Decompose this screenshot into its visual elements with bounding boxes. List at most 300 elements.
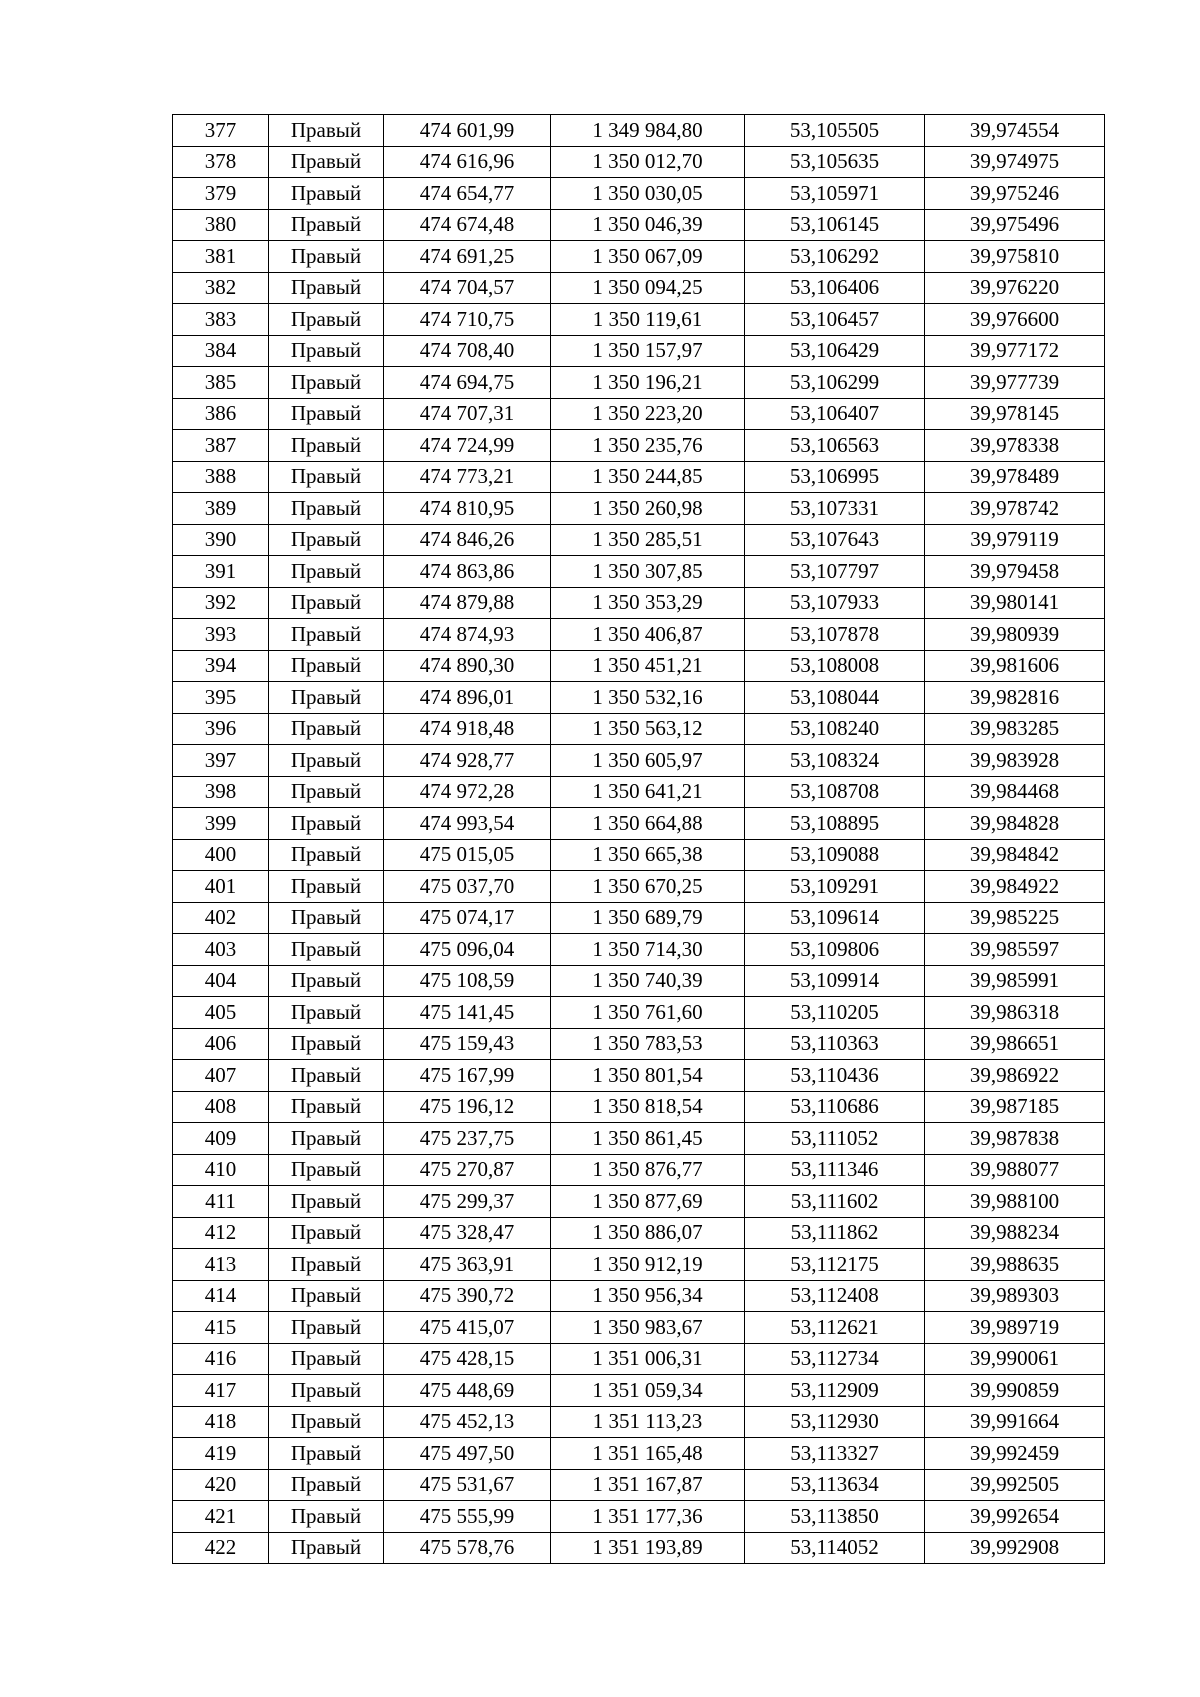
longitude-cell: 39,983928 bbox=[925, 745, 1105, 777]
latitude-cell: 53,106145 bbox=[745, 209, 925, 241]
latitude-cell: 53,109291 bbox=[745, 871, 925, 903]
longitude-cell: 39,979119 bbox=[925, 524, 1105, 556]
longitude-cell: 39,976600 bbox=[925, 304, 1105, 336]
bank-side-cell: Правый bbox=[269, 1469, 384, 1501]
latitude-cell: 53,111052 bbox=[745, 1123, 925, 1155]
longitude-cell: 39,992505 bbox=[925, 1469, 1105, 1501]
longitude-cell: 39,976220 bbox=[925, 272, 1105, 304]
x-coordinate-cell: 474 879,88 bbox=[384, 587, 551, 619]
longitude-cell: 39,989303 bbox=[925, 1280, 1105, 1312]
y-coordinate-cell: 1 350 689,79 bbox=[551, 902, 745, 934]
point-number-cell: 410 bbox=[173, 1154, 269, 1186]
x-coordinate-cell: 475 237,75 bbox=[384, 1123, 551, 1155]
point-number-cell: 395 bbox=[173, 682, 269, 714]
point-number-cell: 382 bbox=[173, 272, 269, 304]
table-row bbox=[173, 682, 1105, 714]
table-row bbox=[173, 272, 1105, 304]
latitude-cell: 53,105971 bbox=[745, 178, 925, 210]
longitude-cell: 39,986318 bbox=[925, 997, 1105, 1029]
bank-side-cell: Правый bbox=[269, 1060, 384, 1092]
latitude-cell: 53,110363 bbox=[745, 1028, 925, 1060]
x-coordinate-cell: 474 601,99 bbox=[384, 115, 551, 147]
x-coordinate-cell: 475 452,13 bbox=[384, 1406, 551, 1438]
point-number-cell: 399 bbox=[173, 808, 269, 840]
longitude-cell: 39,990061 bbox=[925, 1343, 1105, 1375]
table-row bbox=[173, 1060, 1105, 1092]
table-row bbox=[173, 1406, 1105, 1438]
bank-side-cell: Правый bbox=[269, 1154, 384, 1186]
bank-side-cell: Правый bbox=[269, 1375, 384, 1407]
y-coordinate-cell: 1 350 260,98 bbox=[551, 493, 745, 525]
y-coordinate-cell: 1 350 983,67 bbox=[551, 1312, 745, 1344]
y-coordinate-cell: 1 350 353,29 bbox=[551, 587, 745, 619]
latitude-cell: 53,112408 bbox=[745, 1280, 925, 1312]
point-number-cell: 406 bbox=[173, 1028, 269, 1060]
latitude-cell: 53,110205 bbox=[745, 997, 925, 1029]
table-row bbox=[173, 209, 1105, 241]
table-row bbox=[173, 619, 1105, 651]
table-row bbox=[173, 430, 1105, 462]
latitude-cell: 53,109614 bbox=[745, 902, 925, 934]
bank-side-cell: Правый bbox=[269, 934, 384, 966]
longitude-cell: 39,991664 bbox=[925, 1406, 1105, 1438]
latitude-cell: 53,106429 bbox=[745, 335, 925, 367]
latitude-cell: 53,106995 bbox=[745, 461, 925, 493]
y-coordinate-cell: 1 350 605,97 bbox=[551, 745, 745, 777]
longitude-cell: 39,987185 bbox=[925, 1091, 1105, 1123]
y-coordinate-cell: 1 350 067,09 bbox=[551, 241, 745, 273]
point-number-cell: 386 bbox=[173, 398, 269, 430]
y-coordinate-cell: 1 350 641,21 bbox=[551, 776, 745, 808]
bank-side-cell: Правый bbox=[269, 587, 384, 619]
bank-side-cell: Правый bbox=[269, 1186, 384, 1218]
latitude-cell: 53,109806 bbox=[745, 934, 925, 966]
y-coordinate-cell: 1 350 740,39 bbox=[551, 965, 745, 997]
longitude-cell: 39,982816 bbox=[925, 682, 1105, 714]
longitude-cell: 39,983285 bbox=[925, 713, 1105, 745]
latitude-cell: 53,112734 bbox=[745, 1343, 925, 1375]
table-row bbox=[173, 650, 1105, 682]
y-coordinate-cell: 1 351 193,89 bbox=[551, 1532, 745, 1564]
x-coordinate-cell: 474 616,96 bbox=[384, 146, 551, 178]
longitude-cell: 39,977172 bbox=[925, 335, 1105, 367]
latitude-cell: 53,108044 bbox=[745, 682, 925, 714]
bank-side-cell: Правый bbox=[269, 902, 384, 934]
point-number-cell: 380 bbox=[173, 209, 269, 241]
table-row bbox=[173, 1343, 1105, 1375]
longitude-cell: 39,988100 bbox=[925, 1186, 1105, 1218]
longitude-cell: 39,984922 bbox=[925, 871, 1105, 903]
table-row bbox=[173, 1438, 1105, 1470]
longitude-cell: 39,989719 bbox=[925, 1312, 1105, 1344]
x-coordinate-cell: 474 918,48 bbox=[384, 713, 551, 745]
point-number-cell: 377 bbox=[173, 115, 269, 147]
table-row bbox=[173, 1123, 1105, 1155]
y-coordinate-cell: 1 350 761,60 bbox=[551, 997, 745, 1029]
point-number-cell: 416 bbox=[173, 1343, 269, 1375]
latitude-cell: 53,114052 bbox=[745, 1532, 925, 1564]
table-row bbox=[173, 493, 1105, 525]
x-coordinate-cell: 474 674,48 bbox=[384, 209, 551, 241]
bank-side-cell: Правый bbox=[269, 146, 384, 178]
bank-side-cell: Правый bbox=[269, 493, 384, 525]
bank-side-cell: Правый bbox=[269, 871, 384, 903]
x-coordinate-cell: 474 993,54 bbox=[384, 808, 551, 840]
table-row bbox=[173, 1249, 1105, 1281]
point-number-cell: 398 bbox=[173, 776, 269, 808]
x-coordinate-cell: 474 691,25 bbox=[384, 241, 551, 273]
x-coordinate-cell: 475 531,67 bbox=[384, 1469, 551, 1501]
point-number-cell: 413 bbox=[173, 1249, 269, 1281]
point-number-cell: 412 bbox=[173, 1217, 269, 1249]
bank-side-cell: Правый bbox=[269, 776, 384, 808]
latitude-cell: 53,110686 bbox=[745, 1091, 925, 1123]
bank-side-cell: Правый bbox=[269, 115, 384, 147]
bank-side-cell: Правый bbox=[269, 335, 384, 367]
latitude-cell: 53,108895 bbox=[745, 808, 925, 840]
table-row bbox=[173, 934, 1105, 966]
latitude-cell: 53,112621 bbox=[745, 1312, 925, 1344]
point-number-cell: 402 bbox=[173, 902, 269, 934]
bank-side-cell: Правый bbox=[269, 1249, 384, 1281]
table-row bbox=[173, 1280, 1105, 1312]
bank-side-cell: Правый bbox=[269, 997, 384, 1029]
bank-side-cell: Правый bbox=[269, 650, 384, 682]
point-number-cell: 387 bbox=[173, 430, 269, 462]
latitude-cell: 53,108708 bbox=[745, 776, 925, 808]
table-row bbox=[173, 1154, 1105, 1186]
point-number-cell: 422 bbox=[173, 1532, 269, 1564]
table-row bbox=[173, 524, 1105, 556]
x-coordinate-cell: 475 390,72 bbox=[384, 1280, 551, 1312]
table-row bbox=[173, 556, 1105, 588]
table-row bbox=[173, 241, 1105, 273]
point-number-cell: 407 bbox=[173, 1060, 269, 1092]
x-coordinate-cell: 474 863,86 bbox=[384, 556, 551, 588]
point-number-cell: 409 bbox=[173, 1123, 269, 1155]
x-coordinate-cell: 475 415,07 bbox=[384, 1312, 551, 1344]
latitude-cell: 53,105635 bbox=[745, 146, 925, 178]
point-number-cell: 379 bbox=[173, 178, 269, 210]
y-coordinate-cell: 1 350 406,87 bbox=[551, 619, 745, 651]
x-coordinate-cell: 474 928,77 bbox=[384, 745, 551, 777]
y-coordinate-cell: 1 350 157,97 bbox=[551, 335, 745, 367]
bank-side-cell: Правый bbox=[269, 1123, 384, 1155]
table-row bbox=[173, 997, 1105, 1029]
latitude-cell: 53,107643 bbox=[745, 524, 925, 556]
latitude-cell: 53,113634 bbox=[745, 1469, 925, 1501]
longitude-cell: 39,988234 bbox=[925, 1217, 1105, 1249]
y-coordinate-cell: 1 350 563,12 bbox=[551, 713, 745, 745]
table-row bbox=[173, 398, 1105, 430]
y-coordinate-cell: 1 350 664,88 bbox=[551, 808, 745, 840]
y-coordinate-cell: 1 350 714,30 bbox=[551, 934, 745, 966]
y-coordinate-cell: 1 350 223,20 bbox=[551, 398, 745, 430]
latitude-cell: 53,113327 bbox=[745, 1438, 925, 1470]
latitude-cell: 53,107797 bbox=[745, 556, 925, 588]
y-coordinate-cell: 1 350 818,54 bbox=[551, 1091, 745, 1123]
longitude-cell: 39,975810 bbox=[925, 241, 1105, 273]
longitude-cell: 39,979458 bbox=[925, 556, 1105, 588]
y-coordinate-cell: 1 350 876,77 bbox=[551, 1154, 745, 1186]
y-coordinate-cell: 1 350 886,07 bbox=[551, 1217, 745, 1249]
y-coordinate-cell: 1 350 912,19 bbox=[551, 1249, 745, 1281]
latitude-cell: 53,109914 bbox=[745, 965, 925, 997]
table-row bbox=[173, 965, 1105, 997]
longitude-cell: 39,978489 bbox=[925, 461, 1105, 493]
y-coordinate-cell: 1 350 801,54 bbox=[551, 1060, 745, 1092]
bank-side-cell: Правый bbox=[269, 209, 384, 241]
x-coordinate-cell: 475 108,59 bbox=[384, 965, 551, 997]
x-coordinate-cell: 474 846,26 bbox=[384, 524, 551, 556]
y-coordinate-cell: 1 350 012,70 bbox=[551, 146, 745, 178]
point-number-cell: 378 bbox=[173, 146, 269, 178]
latitude-cell: 53,111346 bbox=[745, 1154, 925, 1186]
point-number-cell: 421 bbox=[173, 1501, 269, 1533]
bank-side-cell: Правый bbox=[269, 619, 384, 651]
y-coordinate-cell: 1 351 167,87 bbox=[551, 1469, 745, 1501]
y-coordinate-cell: 1 350 119,61 bbox=[551, 304, 745, 336]
y-coordinate-cell: 1 349 984,80 bbox=[551, 115, 745, 147]
y-coordinate-cell: 1 351 059,34 bbox=[551, 1375, 745, 1407]
point-number-cell: 419 bbox=[173, 1438, 269, 1470]
latitude-cell: 53,111602 bbox=[745, 1186, 925, 1218]
longitude-cell: 39,992908 bbox=[925, 1532, 1105, 1564]
table-row bbox=[173, 839, 1105, 871]
bank-side-cell: Правый bbox=[269, 1280, 384, 1312]
x-coordinate-cell: 474 972,28 bbox=[384, 776, 551, 808]
point-number-cell: 388 bbox=[173, 461, 269, 493]
latitude-cell: 53,108324 bbox=[745, 745, 925, 777]
longitude-cell: 39,978145 bbox=[925, 398, 1105, 430]
point-number-cell: 396 bbox=[173, 713, 269, 745]
y-coordinate-cell: 1 351 165,48 bbox=[551, 1438, 745, 1470]
latitude-cell: 53,110436 bbox=[745, 1060, 925, 1092]
table-row bbox=[173, 808, 1105, 840]
latitude-cell: 53,106563 bbox=[745, 430, 925, 462]
y-coordinate-cell: 1 351 113,23 bbox=[551, 1406, 745, 1438]
coordinates-table-body bbox=[173, 115, 1105, 1564]
y-coordinate-cell: 1 351 006,31 bbox=[551, 1343, 745, 1375]
longitude-cell: 39,978742 bbox=[925, 493, 1105, 525]
point-number-cell: 417 bbox=[173, 1375, 269, 1407]
bank-side-cell: Правый bbox=[269, 1028, 384, 1060]
x-coordinate-cell: 474 710,75 bbox=[384, 304, 551, 336]
bank-side-cell: Правый bbox=[269, 808, 384, 840]
x-coordinate-cell: 475 196,12 bbox=[384, 1091, 551, 1123]
x-coordinate-cell: 475 299,37 bbox=[384, 1186, 551, 1218]
x-coordinate-cell: 474 724,99 bbox=[384, 430, 551, 462]
bank-side-cell: Правый bbox=[269, 272, 384, 304]
table-row bbox=[173, 587, 1105, 619]
longitude-cell: 39,992654 bbox=[925, 1501, 1105, 1533]
point-number-cell: 418 bbox=[173, 1406, 269, 1438]
table-row bbox=[173, 115, 1105, 147]
longitude-cell: 39,986922 bbox=[925, 1060, 1105, 1092]
point-number-cell: 384 bbox=[173, 335, 269, 367]
point-number-cell: 411 bbox=[173, 1186, 269, 1218]
bank-side-cell: Правый bbox=[269, 1343, 384, 1375]
table-row bbox=[173, 1186, 1105, 1218]
x-coordinate-cell: 474 896,01 bbox=[384, 682, 551, 714]
bank-side-cell: Правый bbox=[269, 1217, 384, 1249]
point-number-cell: 385 bbox=[173, 367, 269, 399]
table-row bbox=[173, 1375, 1105, 1407]
longitude-cell: 39,974554 bbox=[925, 115, 1105, 147]
bank-side-cell: Правый bbox=[269, 965, 384, 997]
bank-side-cell: Правый bbox=[269, 304, 384, 336]
latitude-cell: 53,107933 bbox=[745, 587, 925, 619]
y-coordinate-cell: 1 350 094,25 bbox=[551, 272, 745, 304]
y-coordinate-cell: 1 350 196,21 bbox=[551, 367, 745, 399]
y-coordinate-cell: 1 350 861,45 bbox=[551, 1123, 745, 1155]
point-number-cell: 401 bbox=[173, 871, 269, 903]
longitude-cell: 39,990859 bbox=[925, 1375, 1105, 1407]
latitude-cell: 53,106457 bbox=[745, 304, 925, 336]
x-coordinate-cell: 474 704,57 bbox=[384, 272, 551, 304]
x-coordinate-cell: 475 270,87 bbox=[384, 1154, 551, 1186]
point-number-cell: 408 bbox=[173, 1091, 269, 1123]
table-row bbox=[173, 902, 1105, 934]
latitude-cell: 53,106407 bbox=[745, 398, 925, 430]
x-coordinate-cell: 475 167,99 bbox=[384, 1060, 551, 1092]
x-coordinate-cell: 475 037,70 bbox=[384, 871, 551, 903]
bank-side-cell: Правый bbox=[269, 682, 384, 714]
longitude-cell: 39,984842 bbox=[925, 839, 1105, 871]
bank-side-cell: Правый bbox=[269, 1312, 384, 1344]
bank-side-cell: Правый bbox=[269, 1501, 384, 1533]
table-row bbox=[173, 1312, 1105, 1344]
point-number-cell: 390 bbox=[173, 524, 269, 556]
y-coordinate-cell: 1 350 307,85 bbox=[551, 556, 745, 588]
point-number-cell: 420 bbox=[173, 1469, 269, 1501]
longitude-cell: 39,975246 bbox=[925, 178, 1105, 210]
longitude-cell: 39,974975 bbox=[925, 146, 1105, 178]
longitude-cell: 39,987838 bbox=[925, 1123, 1105, 1155]
longitude-cell: 39,978338 bbox=[925, 430, 1105, 462]
latitude-cell: 53,105505 bbox=[745, 115, 925, 147]
y-coordinate-cell: 1 350 235,76 bbox=[551, 430, 745, 462]
x-coordinate-cell: 475 074,17 bbox=[384, 902, 551, 934]
longitude-cell: 39,980141 bbox=[925, 587, 1105, 619]
bank-side-cell: Правый bbox=[269, 1091, 384, 1123]
longitude-cell: 39,986651 bbox=[925, 1028, 1105, 1060]
x-coordinate-cell: 475 159,43 bbox=[384, 1028, 551, 1060]
longitude-cell: 39,984828 bbox=[925, 808, 1105, 840]
y-coordinate-cell: 1 350 665,38 bbox=[551, 839, 745, 871]
point-number-cell: 403 bbox=[173, 934, 269, 966]
table-row bbox=[173, 304, 1105, 336]
y-coordinate-cell: 1 350 046,39 bbox=[551, 209, 745, 241]
x-coordinate-cell: 474 708,40 bbox=[384, 335, 551, 367]
point-number-cell: 400 bbox=[173, 839, 269, 871]
x-coordinate-cell: 474 707,31 bbox=[384, 398, 551, 430]
bank-side-cell: Правый bbox=[269, 1406, 384, 1438]
point-number-cell: 391 bbox=[173, 556, 269, 588]
x-coordinate-cell: 475 328,47 bbox=[384, 1217, 551, 1249]
longitude-cell: 39,981606 bbox=[925, 650, 1105, 682]
bank-side-cell: Правый bbox=[269, 178, 384, 210]
point-number-cell: 383 bbox=[173, 304, 269, 336]
longitude-cell: 39,975496 bbox=[925, 209, 1105, 241]
table-row bbox=[173, 1091, 1105, 1123]
point-number-cell: 392 bbox=[173, 587, 269, 619]
x-coordinate-cell: 475 141,45 bbox=[384, 997, 551, 1029]
bank-side-cell: Правый bbox=[269, 367, 384, 399]
table-row bbox=[173, 335, 1105, 367]
table-row bbox=[173, 1217, 1105, 1249]
bank-side-cell: Правый bbox=[269, 839, 384, 871]
y-coordinate-cell: 1 350 532,16 bbox=[551, 682, 745, 714]
x-coordinate-cell: 474 654,77 bbox=[384, 178, 551, 210]
y-coordinate-cell: 1 350 877,69 bbox=[551, 1186, 745, 1218]
y-coordinate-cell: 1 350 783,53 bbox=[551, 1028, 745, 1060]
bank-side-cell: Правый bbox=[269, 713, 384, 745]
latitude-cell: 53,111862 bbox=[745, 1217, 925, 1249]
latitude-cell: 53,112175 bbox=[745, 1249, 925, 1281]
point-number-cell: 389 bbox=[173, 493, 269, 525]
bank-side-cell: Правый bbox=[269, 461, 384, 493]
x-coordinate-cell: 475 363,91 bbox=[384, 1249, 551, 1281]
table-row bbox=[173, 713, 1105, 745]
x-coordinate-cell: 475 555,99 bbox=[384, 1501, 551, 1533]
point-number-cell: 414 bbox=[173, 1280, 269, 1312]
bank-side-cell: Правый bbox=[269, 556, 384, 588]
y-coordinate-cell: 1 350 285,51 bbox=[551, 524, 745, 556]
latitude-cell: 53,109088 bbox=[745, 839, 925, 871]
point-number-cell: 404 bbox=[173, 965, 269, 997]
latitude-cell: 53,112909 bbox=[745, 1375, 925, 1407]
longitude-cell: 39,985597 bbox=[925, 934, 1105, 966]
longitude-cell: 39,992459 bbox=[925, 1438, 1105, 1470]
table-row bbox=[173, 871, 1105, 903]
x-coordinate-cell: 474 694,75 bbox=[384, 367, 551, 399]
bank-side-cell: Правый bbox=[269, 1438, 384, 1470]
x-coordinate-cell: 475 096,04 bbox=[384, 934, 551, 966]
point-number-cell: 397 bbox=[173, 745, 269, 777]
latitude-cell: 53,108240 bbox=[745, 713, 925, 745]
bank-side-cell: Правый bbox=[269, 241, 384, 273]
x-coordinate-cell: 475 015,05 bbox=[384, 839, 551, 871]
y-coordinate-cell: 1 350 244,85 bbox=[551, 461, 745, 493]
bank-side-cell: Правый bbox=[269, 524, 384, 556]
x-coordinate-cell: 474 810,95 bbox=[384, 493, 551, 525]
point-number-cell: 394 bbox=[173, 650, 269, 682]
x-coordinate-cell: 474 773,21 bbox=[384, 461, 551, 493]
point-number-cell: 405 bbox=[173, 997, 269, 1029]
bank-side-cell: Правый bbox=[269, 745, 384, 777]
y-coordinate-cell: 1 351 177,36 bbox=[551, 1501, 745, 1533]
table-row bbox=[173, 1501, 1105, 1533]
latitude-cell: 53,106292 bbox=[745, 241, 925, 273]
table-row bbox=[173, 1028, 1105, 1060]
table-row bbox=[173, 146, 1105, 178]
y-coordinate-cell: 1 350 956,34 bbox=[551, 1280, 745, 1312]
latitude-cell: 53,108008 bbox=[745, 650, 925, 682]
x-coordinate-cell: 474 890,30 bbox=[384, 650, 551, 682]
latitude-cell: 53,106299 bbox=[745, 367, 925, 399]
bank-side-cell: Правый bbox=[269, 430, 384, 462]
x-coordinate-cell: 475 497,50 bbox=[384, 1438, 551, 1470]
y-coordinate-cell: 1 350 670,25 bbox=[551, 871, 745, 903]
longitude-cell: 39,977739 bbox=[925, 367, 1105, 399]
longitude-cell: 39,988635 bbox=[925, 1249, 1105, 1281]
longitude-cell: 39,988077 bbox=[925, 1154, 1105, 1186]
x-coordinate-cell: 475 428,15 bbox=[384, 1343, 551, 1375]
latitude-cell: 53,106406 bbox=[745, 272, 925, 304]
longitude-cell: 39,985991 bbox=[925, 965, 1105, 997]
point-number-cell: 415 bbox=[173, 1312, 269, 1344]
